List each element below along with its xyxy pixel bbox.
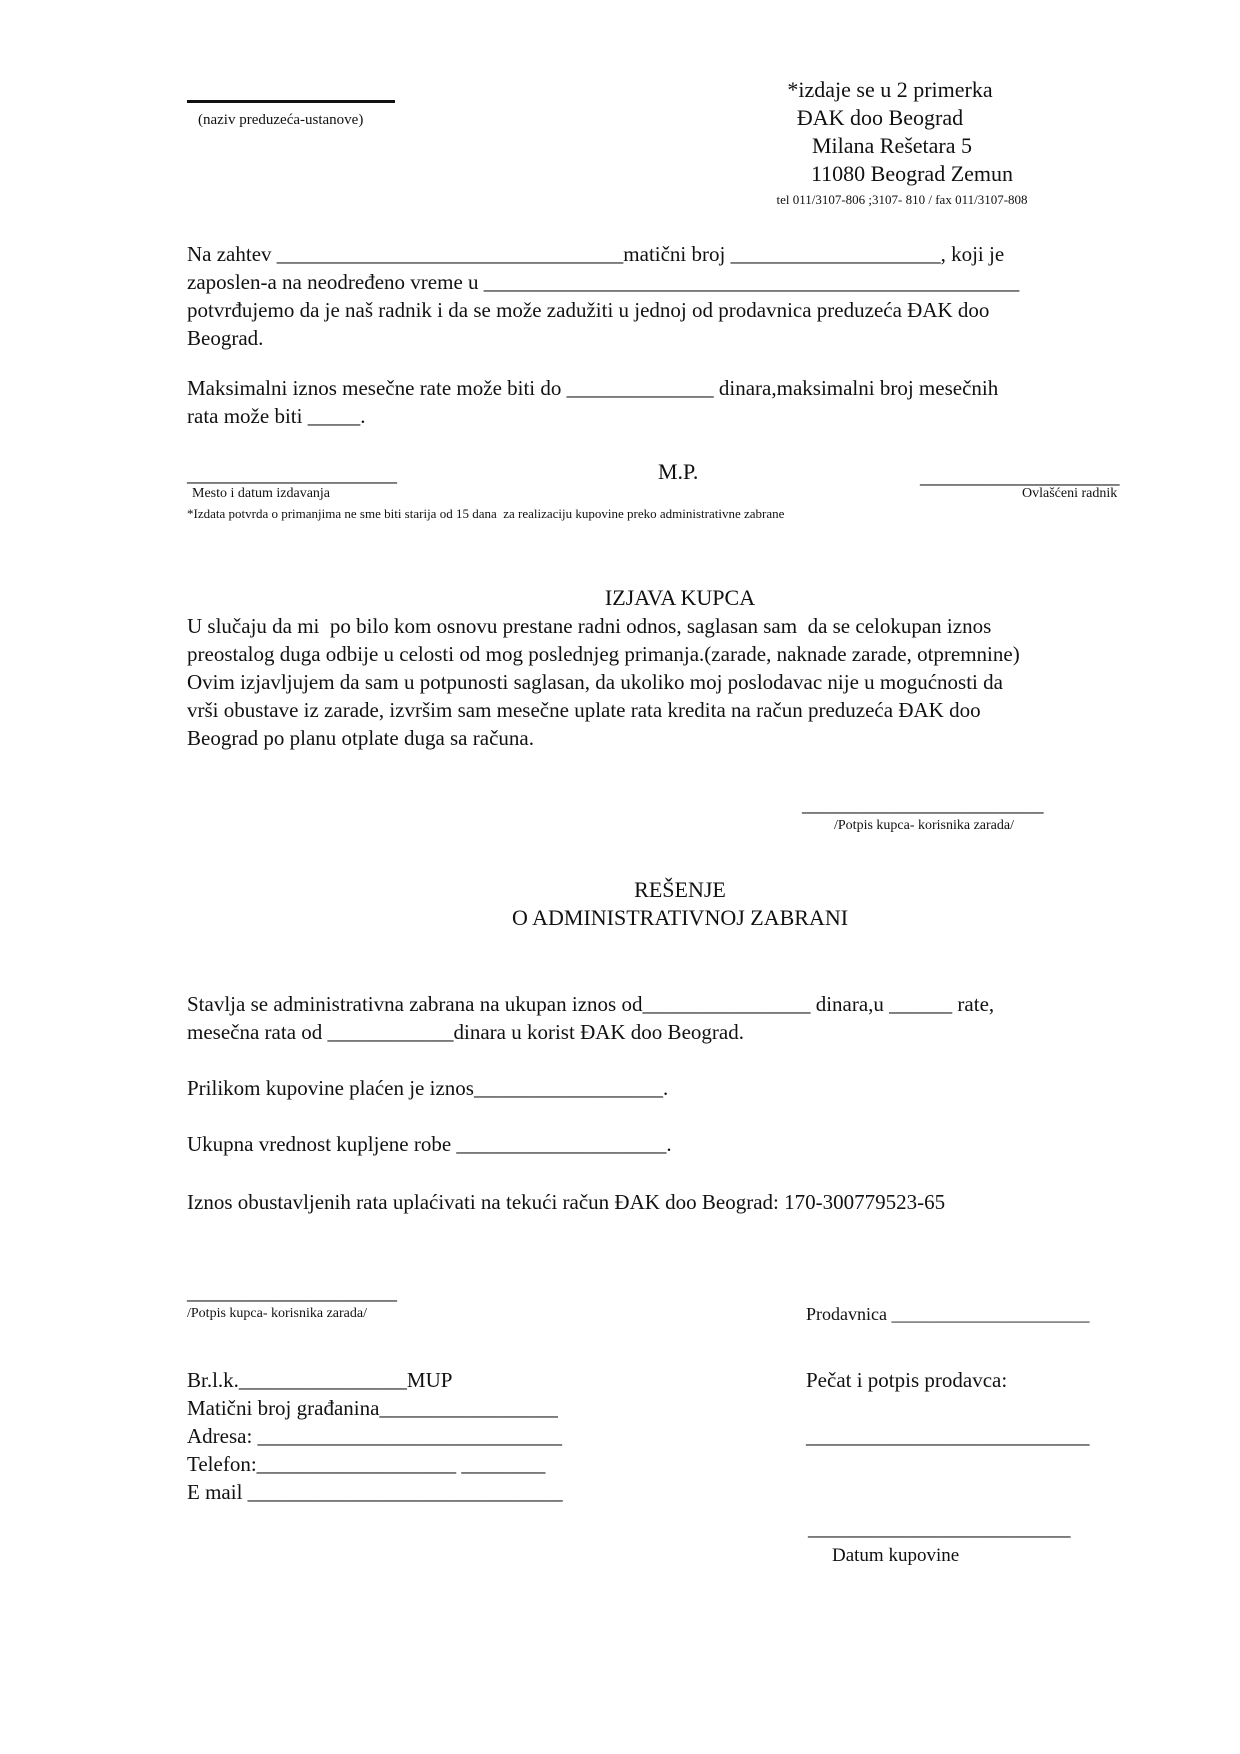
copies-note: *izdaje se u 2 primerka xyxy=(787,77,993,102)
seller-signature-blank: ___________________________ xyxy=(806,1424,1090,1448)
purchase-date-blank: _________________________ xyxy=(808,1516,1071,1540)
decision-line-2: mesečna rata od ____________dinara u korist ĐAK doo Beograd. xyxy=(187,1020,744,1044)
company-city: 11080 Beograd Zemun xyxy=(810,161,1014,186)
confirmation-line-4: Beograd. xyxy=(187,326,264,350)
account-line: Iznos obustavljenih rata uplaćivati na tekući račun ĐAK doo Beograd: 170-300779523-65 xyxy=(187,1190,946,1214)
statement-line-5: Beograd po planu otplate duga sa računa. xyxy=(187,726,534,750)
buyer-signature-label: /Potpis kupca- korisnika zarada/ xyxy=(187,1306,368,1321)
statement-line-4: vrši obustave iz zarade, izvršim sam mesečne uplate rata kredita na račun preduzeća ĐAK doo xyxy=(187,698,981,722)
max-rate-line-2: rata može biti _____. xyxy=(187,404,366,428)
decision-title-2: O ADMINISTRATIVNOJ ZABRANI xyxy=(511,905,849,930)
company-name-label: (naziv preduzeća-ustanove) xyxy=(198,112,364,128)
decision-title-1: REŠENJE xyxy=(634,877,726,902)
statement-signature-blank: _______________________ xyxy=(802,792,1044,816)
company-name-line xyxy=(187,100,395,103)
company-name: ĐAK doo Beograd xyxy=(796,105,964,130)
authorized-blank: ___________________ xyxy=(920,464,1120,488)
place-date-blank: ____________________ xyxy=(187,462,397,486)
confirmation-line-1: Na zahtev _________________________________matični broj ____________________, koji je xyxy=(187,242,1005,266)
address-field: Adresa: _____________________________ xyxy=(187,1424,563,1448)
phone-field: Telefon:___________________ ________ xyxy=(187,1452,546,1476)
confirmation-line-2: zaposlen-a na neodređeno vreme u ___________________________________________________ xyxy=(187,270,1020,294)
footnote: *Izdata potvrda o primanjima ne sme biti starija od 15 dana za realizaciju kupovine preko administrativne zabrane xyxy=(187,506,785,521)
max-rate-line-1: Maksimalni iznos mesečne rate može biti do ______________ dinara,maksimalni broj mesečnih xyxy=(187,376,999,400)
statement-signature-label: /Potpis kupca- korisnika zarada/ xyxy=(834,818,1015,833)
place-date-label: Mesto i datum izdavanja xyxy=(192,486,331,501)
decision-line-1: Stavlja se administrativna zabrana na ukupan iznos od________________ dinara,u ______ rate, xyxy=(187,992,995,1016)
statement-title: IZJAVA KUPCA xyxy=(604,585,756,610)
statement-line-1: U slučaju da mi po bilo kom osnovu prestane radni odnos, saglasan sam da se celokupan iznos xyxy=(187,614,992,638)
email-field: E mail ______________________________ xyxy=(187,1480,563,1504)
id-card-field: Br.l.k.________________MUP xyxy=(187,1368,453,1392)
statement-line-2: preostalog duga odbije u celosti od mog poslednjeg primanja.(zarade, naknade zarade, otpremnine) xyxy=(187,642,1020,666)
stamp-label: M.P. xyxy=(658,459,699,484)
confirmation-line-3: potvrđujemo da je naš radnik i da se može zadužiti u jednoj od prodavnica preduzeća ĐAK doo xyxy=(187,298,990,322)
authorized-label: Ovlašćeni radnik xyxy=(1022,486,1118,501)
company-phones: tel 011/3107-806 ;3107- 810 / fax 011/3107-808 xyxy=(776,192,1028,207)
jmbg-field: Matični broj građanina_________________ xyxy=(187,1396,558,1420)
purchase-date-label: Datum kupovine xyxy=(832,1545,960,1566)
goods-total-line: Ukupna vrednost kupljene robe ____________________. xyxy=(187,1132,672,1156)
statement-line-3: Ovim izjavljujem da sam u potpunosti saglasan, da ukoliko moj poslodavac nije u mogućnosti da xyxy=(187,670,1003,694)
company-street: Milana Rešetara 5 xyxy=(811,133,973,158)
paid-amount-line: Prilikom kupovine plaćen je iznos__________________. xyxy=(187,1076,669,1100)
seller-stamp-label: Pečat i potpis prodavca: xyxy=(806,1368,1008,1392)
buyer-signature-blank: ____________________ xyxy=(187,1280,397,1304)
store-field: Prodavnica ______________________ xyxy=(806,1304,1090,1324)
